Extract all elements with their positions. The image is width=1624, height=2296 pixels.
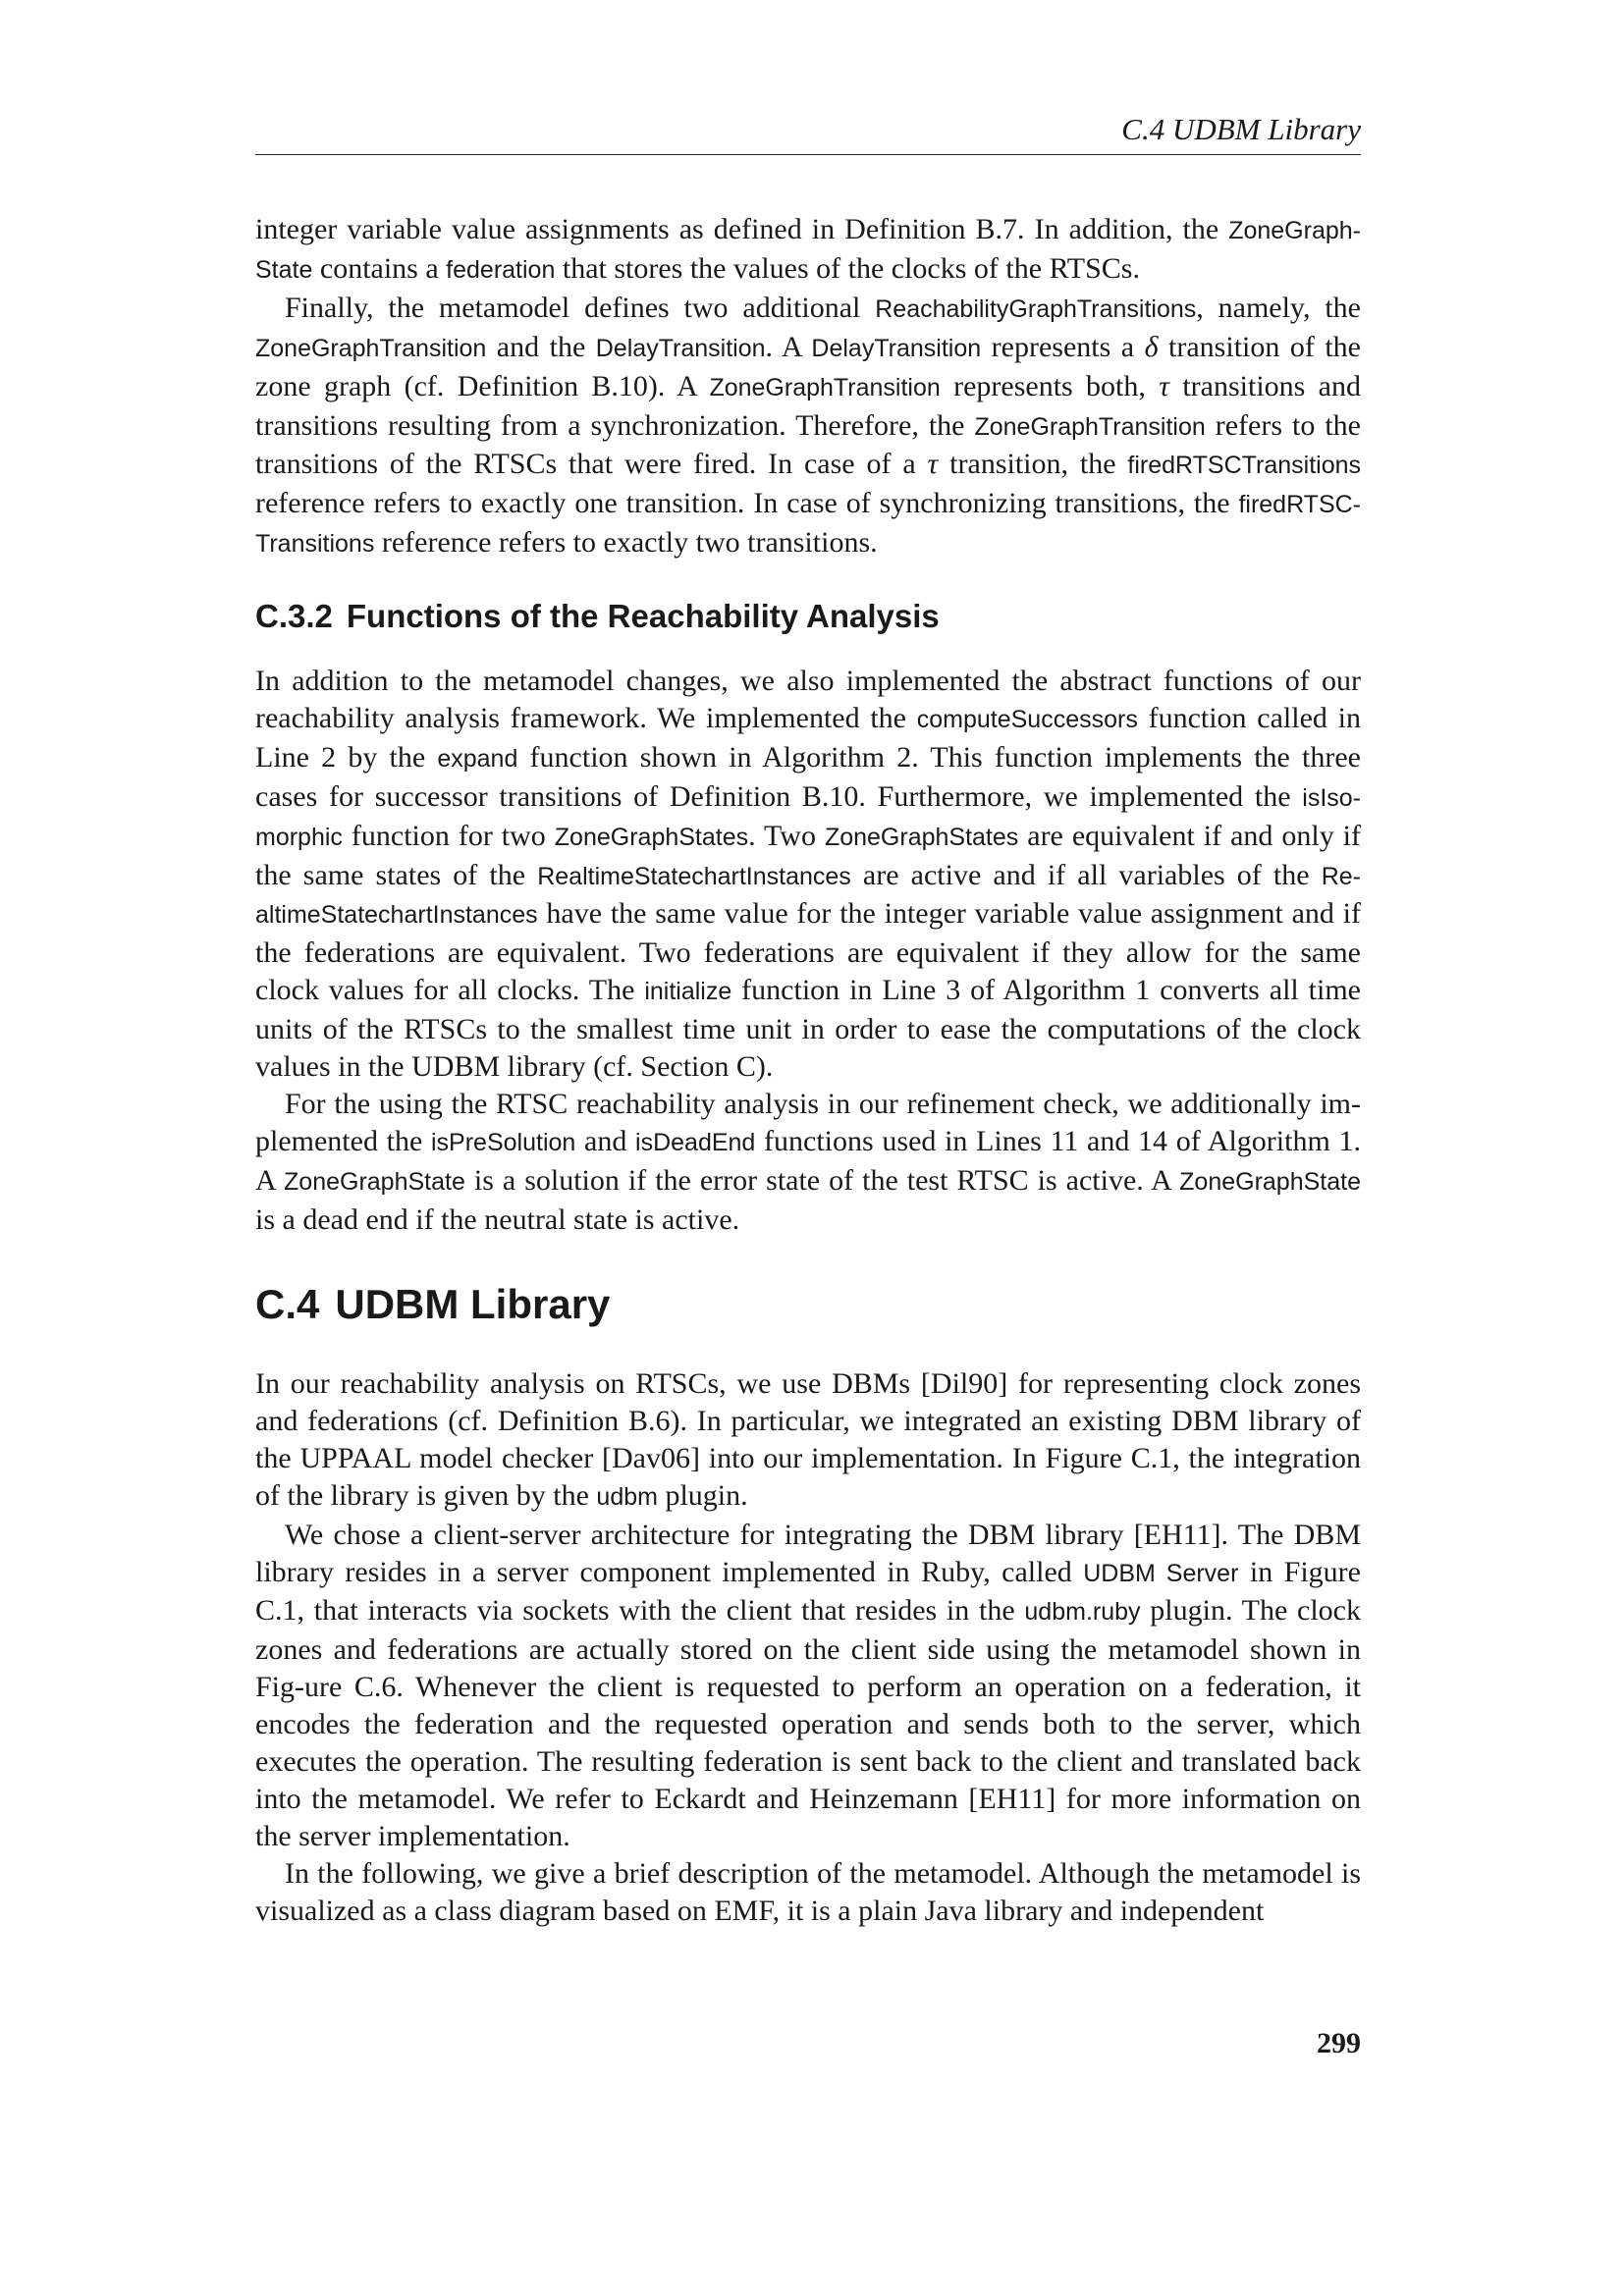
subsection-title: Functions of the Reachability Analysis <box>346 598 940 634</box>
text-run: plugin. The clock zones and federations are actually stored on the client side using the metamodel shown in Fig-ure C.6. Whenever the client is requested to perform an operation on a federation, it encodes the federation and the requested operation and sends both to the server, which executes the operation. The resulting federation is sent back to the client and translated back into the metamodel. We refer to Eckardt and Heinzemann [EH11] for more information on the server implementation. <box>255 1594 1361 1852</box>
text-run: in Figure C.1, that interacts via sockets with the client that resides in the <box>255 1555 1361 1628</box>
code-term: expand <box>437 744 518 773</box>
text-run: transition, the <box>938 448 1128 481</box>
code-term: DelayTransition <box>595 334 766 362</box>
code-term: ZoneGraphState <box>284 1167 465 1196</box>
text-run: are active and if all variables of the <box>850 858 1322 891</box>
text-run: function shown in Algorithm 2. This function implements the three cases for successor transitions of Definition B.10. Furthermore, we implemented the <box>255 740 1361 813</box>
code-term: ZoneGraphTransition <box>709 373 941 401</box>
text-run: In our reachability analysis on RTSCs, we use DBMs [Dil90] for representing clock zones and federations (cf. Definition B.6). In particular, we integrated an existing DBM library of the UPPAAL model checker [Dav06] into our implementation. In Figure C.1, the integration of the library is given by the <box>255 1367 1361 1512</box>
section-title: UDBM Library <box>335 1281 611 1327</box>
text-block-2 <box>255 663 1361 1239</box>
header-rule <box>255 154 1361 155</box>
math-symbol: δ <box>1144 330 1159 363</box>
code-term: udbm <box>596 1482 658 1511</box>
subsection-heading <box>255 597 940 636</box>
paragraph-7 <box>255 1855 1361 1930</box>
text-run: transition of the zone graph (cf. Definition B.10). A <box>255 330 1361 402</box>
page-number: 299 <box>1317 2027 1361 2059</box>
code-term: UDBM Server <box>1083 1559 1239 1587</box>
paragraph-3 <box>255 663 1361 1086</box>
text-run: For the using the RTSC reachability analysis in our refinement check, we additionally im-plemented the <box>255 1087 1361 1157</box>
code-term: Re-altimeStatechartInstances <box>255 862 1361 930</box>
text-run: that stores the values of the clocks of the RTSCs. <box>555 251 1140 285</box>
text-run: represents a <box>981 330 1145 363</box>
text-run: . A <box>765 330 812 363</box>
math-symbol: τ <box>927 448 939 481</box>
text-run: integer variable value assignments as defined in Definition B.7. In addition, the <box>255 213 1229 245</box>
text-run: In the following, we give a brief description of the metamodel. Although the metamodel is visualized as a class diagram based on EMF, it is a plain Java library and independent <box>255 1856 1361 1927</box>
text-run: reference refers to exactly two transitions. <box>374 526 878 560</box>
text-run: In addition to the metamodel changes, we also implemented the abstract functions of our reachability analysis framework. We implemented the <box>255 665 1361 734</box>
text-block-1 <box>255 211 1361 563</box>
text-run: contains a <box>312 251 447 285</box>
text-block-3 <box>255 1365 1361 1930</box>
text-run: is a solution if the error state of the test RTSC is active. A <box>464 1163 1180 1197</box>
code-term: isPreSolution <box>431 1128 576 1156</box>
code-term: initialize <box>644 978 732 1006</box>
code-term: ZoneGraphStates <box>554 823 749 851</box>
text-run: plugin. <box>657 1478 748 1512</box>
paragraph-6 <box>255 1517 1361 1855</box>
math-symbol: τ <box>1159 369 1169 402</box>
text-run: functions used in Lines 11 and 14 of Algorithm 1. A <box>255 1124 1361 1197</box>
text-run: and <box>575 1124 636 1157</box>
code-term: ReachabilityGraphTransitions <box>875 294 1197 323</box>
running-head: C.4 UDBM Library <box>1121 112 1361 146</box>
paragraph-4 <box>255 1086 1361 1239</box>
text-run: We chose a client-server architecture for integrating the DBM library [EH11]. The DBM library resides in a server component implemented in Ruby, called <box>255 1518 1361 1588</box>
code-term: DelayTransition <box>811 334 982 362</box>
text-run: transitions and transitions resulting from a synchronization. Therefore, the <box>255 369 1361 442</box>
text-run: is a dead end if the neutral state is active. <box>255 1202 740 1236</box>
text-run: function in Line 3 of Algorithm 1 converts all time units of the RTSCs to the smallest time unit in order to ease the computations of the clock values in the UDBM library (cf. Section C). <box>255 974 1361 1084</box>
code-term: ZoneGraphStates <box>824 823 1019 851</box>
text-run: and the <box>486 330 596 363</box>
code-term: ZoneGraph-State <box>255 217 1361 284</box>
text-run: refers to the transitions of the RTSCs that were fired. In case of a <box>255 408 1361 481</box>
code-term: ZoneGraphState <box>1179 1167 1361 1196</box>
text-run: . Two <box>748 819 825 852</box>
text-run: Finally, the metamodel defines two additional <box>285 291 876 324</box>
code-term: RealtimeStatechartInstances <box>537 862 851 890</box>
code-term: isDeadEnd <box>635 1128 756 1156</box>
text-run: reference refers to exactly one transition. In case of synchronizing transitions, the <box>255 487 1239 520</box>
paragraph-2 <box>255 290 1361 563</box>
text-run: are equivalent if and only if the same states of the <box>255 819 1361 891</box>
code-term: firedRTSC-Transitions <box>255 491 1361 559</box>
code-term: udbm.ruby <box>1024 1598 1141 1627</box>
text-run: represents both, <box>940 369 1160 402</box>
text-run: , namely, the <box>1196 291 1361 324</box>
code-term: ZoneGraphTransition <box>255 334 487 362</box>
text-run: function called in Line 2 by the <box>255 701 1361 774</box>
code-term: federation <box>446 255 556 284</box>
code-term: firedRTSCTransitions <box>1127 452 1361 480</box>
section-number: C.4 <box>255 1281 320 1327</box>
paragraph-1 <box>255 211 1361 290</box>
code-term: ZoneGraphTransition <box>974 412 1206 441</box>
section-heading <box>255 1280 610 1329</box>
text-run: have the same value for the integer variable value assignment and if the federations are equivalent. Two federations are equivalent if they allow for the same clock values for all clocks. The <box>255 897 1361 1007</box>
paragraph-5 <box>255 1365 1361 1517</box>
code-term: isIso-morphic <box>255 783 1361 851</box>
subsection-number: C.3.2 <box>255 598 333 634</box>
text-run: function for two <box>342 819 555 852</box>
code-term: computeSuccessors <box>916 705 1138 733</box>
